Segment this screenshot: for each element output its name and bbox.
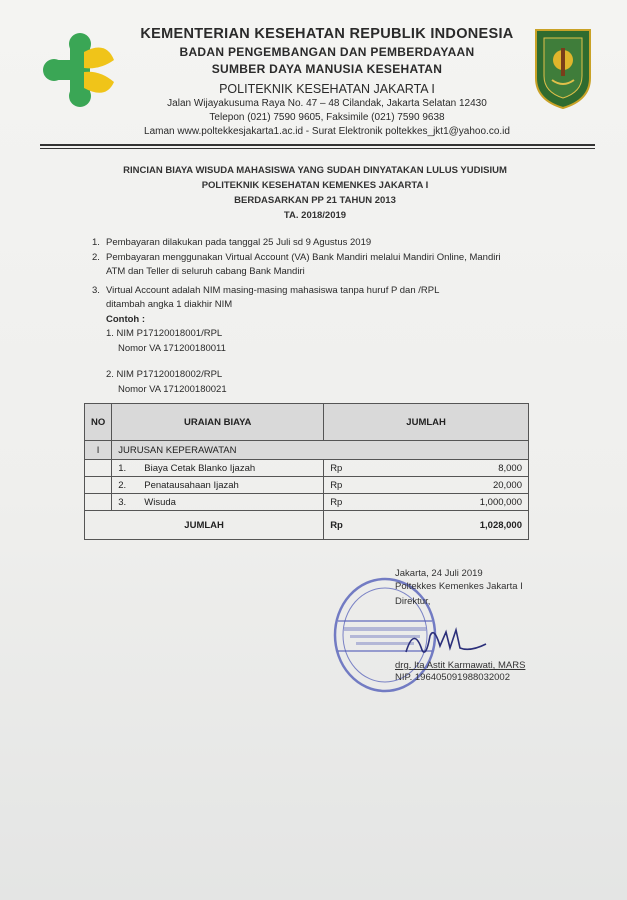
sign-role: Direktur, [395,596,431,607]
sign-nip: NIP. 196405091988032002 [395,672,510,683]
institution-name: POLITEKNIK KESEHATAN JAKARTA I [219,82,435,96]
address-line: Jalan Wijayakusuma Raya No. 47 – 48 Cilandak, Jakarta Selatan 12430 [167,98,487,109]
agency-line1: BADAN PENGEMBANGAN DAN PEMBERDAYAAN [179,45,475,59]
table-header: NO URAIAN BIAYA JUMLAH [85,404,529,441]
web-line: Laman www.poltekkesjakarta1.ac.id - Surat Elektronik poltekkes_jkt1@yahoo.co.id [144,126,510,137]
agency-line2: SUMBER DAYA MANUSIA KESEHATAN [211,62,443,76]
table-row: 3. Wisuda Rp 1,000,000 [85,494,529,511]
sign-org: Poltekkes Kemenkes Jakarta I [395,581,523,592]
doc-title-3: BERDASARKAN PP 21 TAHUN 2013 [234,195,396,206]
header-divider-thin [40,148,595,149]
table-total-row: JUMLAH Rp 1,028,000 [85,511,529,540]
signature-block [395,568,595,684]
list-item: 2. Pembayaran menggunakan Virtual Account (VA) Bank Mandiri melalui Mandiri Online, Mandiri [92,251,501,263]
kemenkes-logo-icon [40,30,120,110]
sign-name: drg. Ita Astit Karmawati, MARS [395,660,526,671]
doc-title-1: RINCIAN BIAYA WISUDA MAHASISWA YANG SUDAH DINYATAKAN LULUS YUDISIUM [123,165,507,176]
header-divider-thick [40,144,595,146]
table-section-row: I JURUSAN KEPERAWATAN [85,441,529,460]
table-row: 2. Penatausahaan Ijazah Rp 20,000 [85,477,529,494]
doc-title-4: TA. 2018/2019 [283,210,347,221]
sign-date: Jakarta, 24 Juli 2019 [395,568,483,579]
instruction-list: 1. Pembayaran dilakukan pada tanggal 25 Juli sd 9 Agustus 2019 2. Pembayaran menggunakan Virtual Account (VA) Bank Mandiri melalui Mandiri Online, Mandiri ATM dan Teller di seluruh cabang Bank Mandiri 3. Virtual Account adalah NIM masing-masing mahasiswa tanpa huruf P dan /RPL ditambah angka 1 diakhir NIM Contoh : 1. NIM P17120018001/RPL Nomor VA 171200180011 2. NIM P17120018002/RPL Nomor VA 171200180021 [92,236,542,397]
fee-table [84,403,529,540]
list-item: 3. Virtual Account adalah NIM masing-masing mahasiswa tanpa huruf P dan /RPL [92,284,440,296]
ministry-name: KEMENTERIAN KESEHATAN REPUBLIK INDONESIA [140,26,514,42]
poltekkes-crest-icon [534,26,592,110]
phone-line: Telepon (021) 7590 9605, Faksimile (021) 7590 9638 [209,112,445,123]
table-row: 1. Biaya Cetak Blanko Ijazah Rp 8,000 [85,460,529,477]
list-item: 1. Pembayaran dilakukan pada tanggal 25 Juli sd 9 Agustus 2019 [92,237,372,248]
doc-title-2: POLITEKNIK KESEHATAN KEMENKES JAKARTA I [201,180,429,191]
